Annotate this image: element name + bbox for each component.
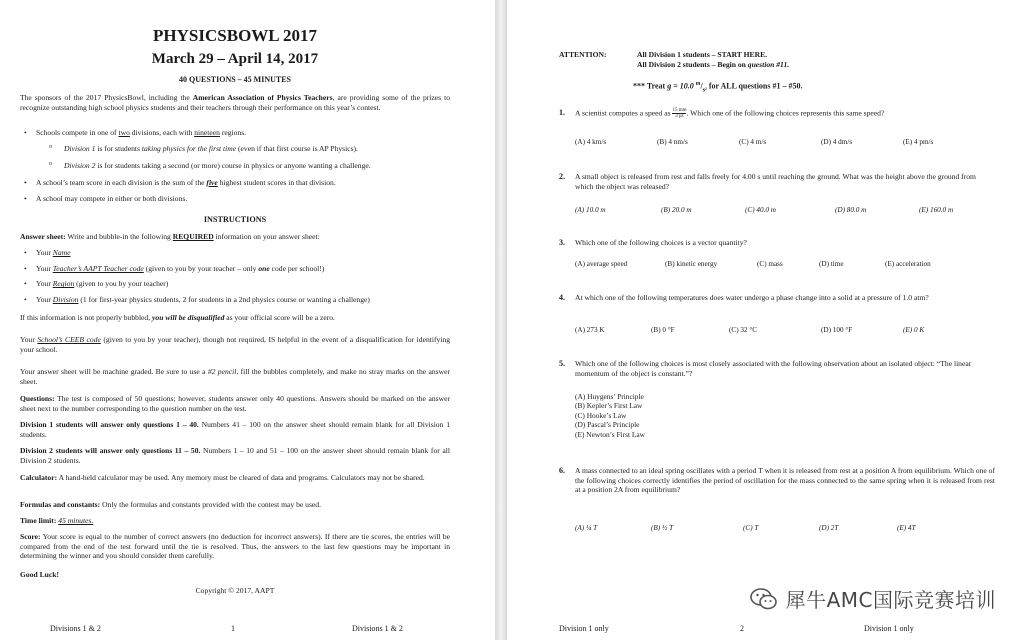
q6-option-d[interactable]: (D) 2T (819, 524, 839, 532)
division-1-note: Division 1 students will answer only questions 1 – 40. Numbers 41 – 100 on the answer sheet should remain blank for all Division 1 students. (20, 420, 450, 439)
formulas-note: Formulas and constants: Only the formulas and constants provided with the contest may be used. (20, 500, 321, 509)
intro-paragraph: The sponsors of the 2017 PhysicsBowl, including the American Association of Physics Teachers, are providing some of the prizes to recognize outstanding high school physics students and their teachers through their performance on this year’s contest. (20, 93, 450, 112)
footer-right: Division 1 only (864, 624, 914, 633)
question-5-options (575, 392, 775, 439)
q5-option-d[interactable]: (D) Pascal’s Principle (575, 420, 640, 430)
question-4-options (575, 326, 1005, 334)
question-6-number: 6. (559, 466, 565, 475)
division-2-def: o Division 2 is for students taking a second (or more) course in physics or anyone wanting a challenge. (20, 161, 450, 171)
req-name: • Your Name (20, 248, 450, 258)
q4-option-b[interactable]: (B) 0 °F (651, 326, 675, 334)
disqualification-note: If this information is not properly bubbled, you will be disqualified as your official score will be a zero. (20, 313, 335, 322)
instructions-heading: INSTRUCTIONS (203, 215, 267, 224)
attention-label: ATTENTION: (559, 50, 607, 59)
page-number: 1 (231, 624, 235, 633)
required-info-list (20, 248, 450, 304)
q3-option-a[interactable]: (A) average speed (575, 260, 628, 268)
gravity-note: *** Treat g = 10.0 $^m/_{s^2}$ for ALL questions #1 – #50. (633, 81, 803, 94)
machine-graded-note: Your answer sheet will be machine graded. Be sure to use a #2 pencil, fill the bubbles completely, and make no stray marks on the answer sheet. (20, 367, 451, 386)
question-3-options (575, 260, 1005, 268)
question-3-number: 3. (559, 238, 565, 247)
page-number: 2 (740, 624, 744, 633)
q5-option-e[interactable]: (E) Newton’s First Law (575, 429, 645, 439)
question-2-options (575, 206, 1005, 214)
question-6-options (575, 524, 1005, 532)
q3-option-d[interactable]: (D) time (819, 260, 844, 268)
ceeb-code-note: Your School’s CEEB code (given to you by your teacher), though not required, IS helpful in the event of a disqualification for identifying your school. (20, 335, 450, 354)
rule-team-score: • A school’s team score in each division is the sum of the five highest student scores in that division. (20, 178, 450, 188)
question-4-number: 4. (559, 293, 565, 302)
q1-option-e[interactable]: (E) 4 pm/s (903, 138, 934, 146)
q1-option-a[interactable]: (A) 4 km/s (575, 138, 607, 146)
req-division: • Your Division (1 for first-year physics students, 2 for students in a 2nd physics course or wanting a challenge) (20, 295, 450, 305)
good-luck: Good Luck! (20, 570, 60, 579)
page-2 (507, 0, 1024, 640)
contest-subtitle: 40 QUESTIONS – 45 MINUTES (178, 75, 292, 84)
q6-option-c[interactable]: (C) T (743, 524, 759, 532)
q3-option-e[interactable]: (E) acceleration (885, 260, 931, 268)
scoring-rules-list (20, 178, 450, 203)
q4-option-e[interactable]: (E) 0 K (903, 326, 925, 334)
footer-right: Divisions 1 & 2 (352, 624, 403, 633)
q6-option-a[interactable]: (A) ¼ T (575, 524, 598, 532)
q4-option-d[interactable]: (D) 100 °F (821, 326, 853, 334)
question-3-text: Which one of the following choices is a vector quantity? (575, 238, 747, 247)
q1-option-b[interactable]: (B) 4 nm/s (657, 138, 688, 146)
division-rules-list (20, 128, 450, 138)
question-4-text: At which one of the following temperatures does water undergo a phase change into a solid at a pressure of 1.0 atm? (575, 293, 929, 302)
time-limit-note: Time limit: 45 minutes. (20, 516, 94, 525)
attention-line-2: All Division 2 students – Begin on question #11. (637, 60, 790, 69)
rule-two-divisions: • Schools compete in one of two divisions, each with nineteen regions. (20, 128, 450, 138)
q6-option-b[interactable]: (B) ½ T (651, 524, 674, 532)
division-definitions (20, 144, 450, 170)
footer-left: Divisions 1 & 2 (50, 624, 101, 633)
question-5-text: Which one of the following choices is most closely associated with the following observation about an isolated object: “The linear momentum of the object is constant.”? (575, 359, 972, 378)
q2-option-b[interactable]: (B) 20.0 m (661, 206, 692, 214)
question-6-text: A mass connected to an ideal spring oscillates with a period T when it is released from rest at a position A from equilibrium. Which one of the following choices correctly identifies the period of oscillation for the mass connected to the same spring when it is released from rest at a position 2A from equilibrium? (575, 466, 995, 495)
q1-option-d[interactable]: (D) 4 dm/s (821, 138, 853, 146)
questions-note: Questions: The test is composed of 50 questions; however, students answer only 40 questions. Answers should be marked on the answer sheet next to the number corresponding to the question number on the test. (20, 394, 450, 413)
q2-option-d[interactable]: (D) 80.0 m (835, 206, 867, 214)
question-2-text: A small object is released from rest and falls freely for 4.00 s until reaching the ground. What was the height above the ground from which the object was released? (575, 172, 976, 191)
division-1-def: o Division 1 is for students taking physics for the first time (even if that first course is AP Physics). (20, 144, 450, 154)
q6-option-e[interactable]: (E) 4T (897, 524, 916, 532)
q1-option-c[interactable]: (C) 4 m/s (739, 138, 767, 146)
division-2-note: Division 2 students will answer only questions 11 – 50. Numbers 1 – 10 and 51 – 100 on the answer sheet should remain blank for all Division 2 students. (20, 446, 450, 465)
q3-option-c[interactable]: (C) mass (757, 260, 783, 268)
contest-title: PHYSICSBOWL 2017 (153, 26, 317, 45)
question-1-options (575, 138, 1005, 146)
wechat-icon (750, 587, 778, 611)
q2-option-c[interactable]: (C) 40.0 m (745, 206, 776, 214)
attention-line-1: All Division 1 students – START HERE. (637, 50, 768, 59)
q5-option-c[interactable]: (C) Hooke’s Law (575, 410, 627, 420)
rule-both-divisions: • A school may compete in either or both divisions. (20, 194, 450, 204)
answer-sheet-instructions: Answer sheet: Write and bubble-in the following REQUIRED information on your answer sheet: (20, 232, 320, 241)
contest-dates: March 29 – April 14, 2017 (151, 51, 319, 67)
req-region: • Your Region (given to you by your teacher) (20, 279, 450, 289)
watermark-text: 犀牛AMC国际竞赛培训 (785, 588, 996, 612)
watermark (750, 584, 996, 613)
q4-option-c[interactable]: (C) 32 °C (729, 326, 758, 334)
q2-option-e[interactable]: (E) 160.0 m (919, 206, 954, 214)
q4-option-a[interactable]: (A) 273 K (575, 326, 605, 334)
footer-left: Division 1 only (559, 624, 609, 633)
q2-option-a[interactable]: (A) 10.0 m (575, 206, 606, 214)
copyright: Copyright © 2017, AAPT (195, 586, 275, 595)
question-2-number: 2. (559, 172, 565, 181)
question-5-number: 5. (559, 359, 565, 368)
question-1-text: A scientist computes a speed as $\frac{15 mm}{3 \mu s}$ . Which one of the following choices represents this same speed? (575, 108, 885, 119)
q5-option-b[interactable]: (B) Kepler’s First Law (575, 401, 643, 411)
q5-option-a[interactable]: (A) Huygens’ Principle (575, 392, 644, 401)
q3-option-b[interactable]: (B) kinetic energy (665, 260, 718, 268)
question-1-number: 1. (559, 108, 565, 117)
page-gutter (495, 0, 507, 640)
req-teacher-code: • Your Teacher’s AAPT Teacher code (given to you by your teacher – only one code per school!) (20, 264, 450, 274)
calculator-note: Calculator: A hand-held calculator may be used. Any memory must be cleared of data and programs. Calculators may not be shared. (20, 473, 425, 482)
page-1 (0, 0, 495, 640)
score-note: Score: Your score is equal to the number of correct answers (no deduction for incorrect answers). If there are tie scores, the entries will be compared from the end of the test forward until the tie is resolved. Thus, the answers to the last few questions may be important in determining the winner and you should consider them carefully. (20, 532, 450, 561)
